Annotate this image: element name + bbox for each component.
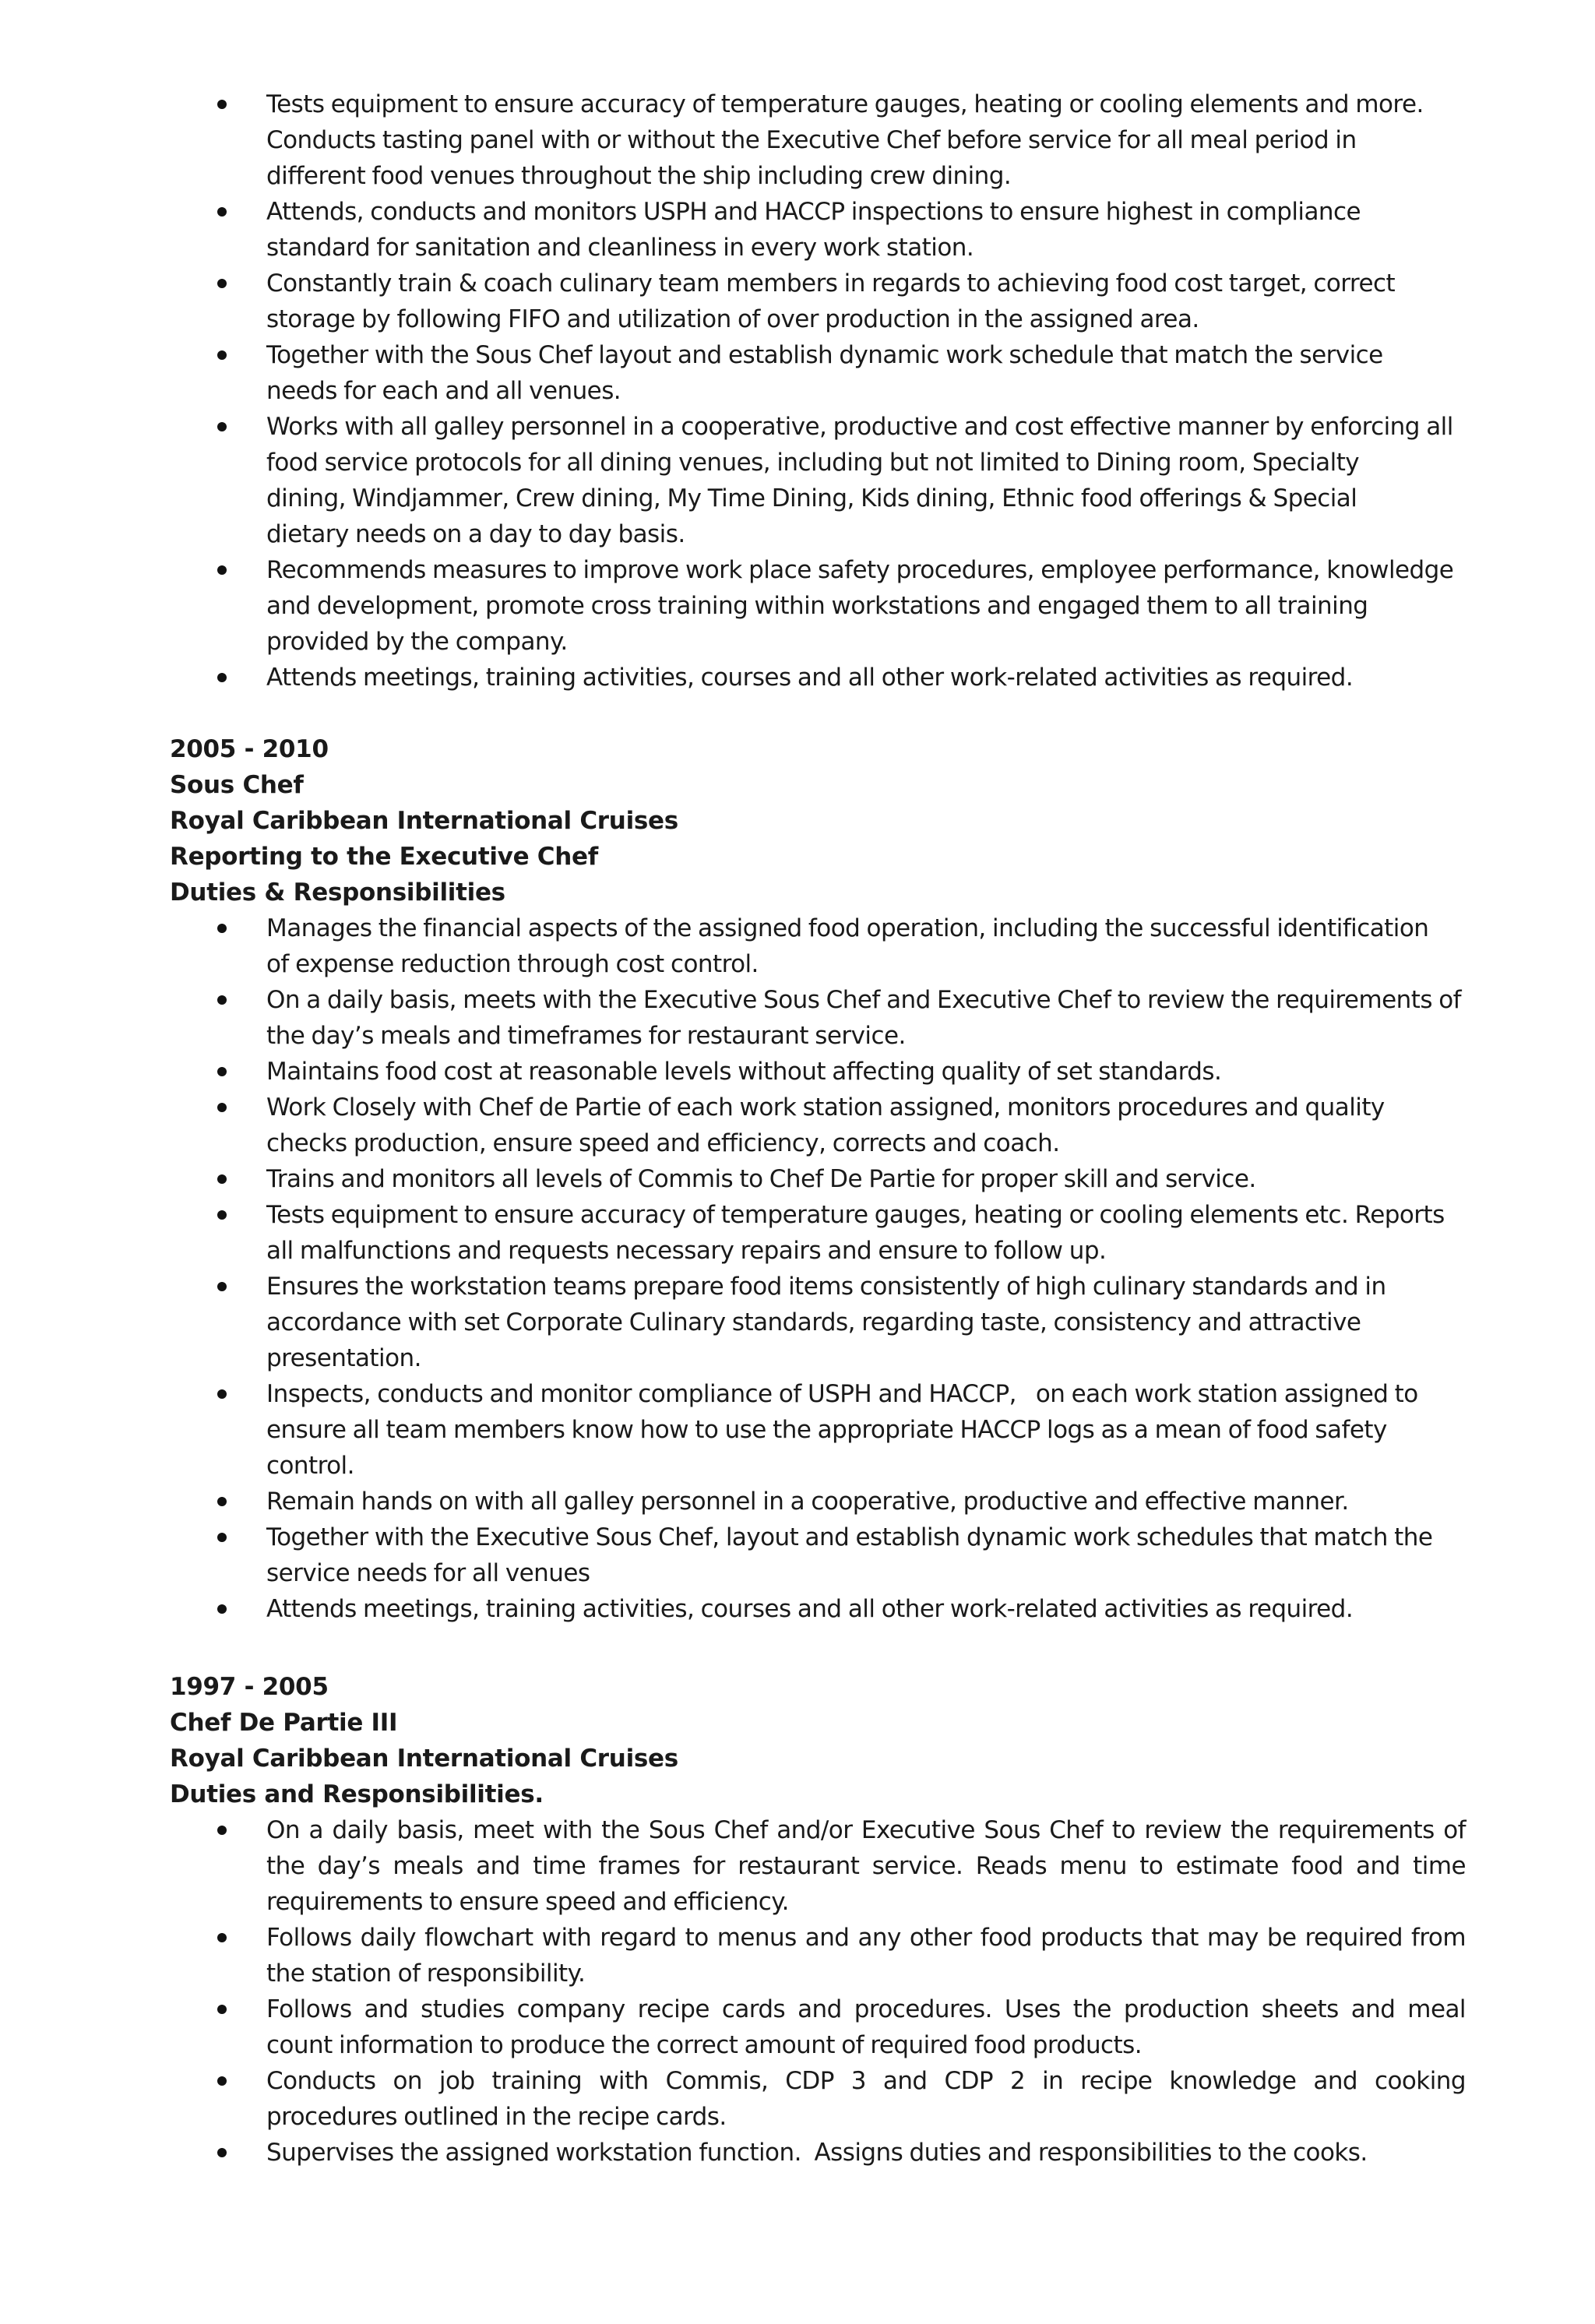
bullet-text xyxy=(266,1519,1466,1591)
bullet-text xyxy=(266,2135,1466,2171)
text-line: Conducts on job training with Commis, CDP 3 and CDP 2 in recipe knowledge and cooking xyxy=(266,2067,1466,2095)
job-title: Chef De Partie III xyxy=(170,1709,398,1737)
bullet-text xyxy=(266,2063,1466,2135)
text-line: of expense reduction through cost control. xyxy=(266,950,759,978)
text-line: Attends, conducts and monitors USPH and HACCP inspections to ensure highest in compliance xyxy=(266,198,1361,226)
text-line: Ensures the workstation teams prepare food items consistently of high culinary standards and in xyxy=(266,1273,1386,1301)
bullet-icon xyxy=(217,350,227,360)
bullet-text xyxy=(266,266,1466,337)
bullet-icon xyxy=(217,1497,227,1506)
text-line: and development, promote cross training within workstations and engaged them to all training xyxy=(266,592,1368,620)
text-line: Work Closely with Chef de Partie of each work station assigned, monitors procedures and quality xyxy=(266,1093,1385,1122)
bullet-text xyxy=(266,1197,1466,1269)
text-line: dining, Windjammer, Crew dining, My Time Dining, Kids dining, Ethnic food offerings & Special xyxy=(266,484,1357,512)
text-line: Attends meetings, training activities, courses and all other work-related activities as required. xyxy=(266,1595,1354,1623)
text-line: Recommends measures to improve work place safety procedures, employee performance, knowledge xyxy=(266,556,1454,584)
bullet-text xyxy=(266,982,1466,1054)
text-line: standard for sanitation and cleanliness in every work station. xyxy=(266,234,974,262)
bullet-icon xyxy=(217,279,227,288)
duties-heading: Duties and Responsibilities. xyxy=(170,1780,544,1808)
employment-period: 2005 - 2010 xyxy=(170,735,329,763)
bullet-text xyxy=(266,409,1466,552)
bullet-icon xyxy=(217,100,227,109)
bullet-icon xyxy=(217,422,227,431)
text-line: Follows and studies company recipe cards and procedures. Uses the production sheets and meal xyxy=(266,1995,1466,2023)
bullet-icon xyxy=(217,2148,227,2157)
bullet-icon xyxy=(217,565,227,575)
company-name: Royal Caribbean International Cruises xyxy=(170,1745,678,1773)
bullet-icon xyxy=(217,1604,227,1614)
text-line: Works with all galley personnel in a cooperative, productive and cost effective manner by enforcing all xyxy=(266,413,1453,441)
text-line: Conducts tasting panel with or without the Executive Chef before service for all meal period in xyxy=(266,126,1357,154)
job-title: Sous Chef xyxy=(170,771,304,799)
text-line: provided by the company. xyxy=(266,628,568,656)
text-line: Manages the financial aspects of the assigned food operation, including the successful identification xyxy=(266,914,1429,942)
bullet-icon xyxy=(217,995,227,1005)
bullet-text xyxy=(266,1161,1466,1197)
bullet-text xyxy=(266,337,1466,409)
reporting-line: Reporting to the Executive Chef xyxy=(170,843,598,871)
text-line: count information to produce the correct amount of required food products. xyxy=(266,2031,1143,2059)
bullet-text xyxy=(266,86,1466,194)
text-line: On a daily basis, meets with the Executive Sous Chef and Executive Chef to review the requirements of xyxy=(266,986,1462,1014)
bullet-text xyxy=(266,1269,1466,1376)
text-line: Inspects, conducts and monitor compliance of USPH and HACCP, on each work station assigned to xyxy=(266,1380,1418,1408)
text-line: checks production, ensure speed and efficiency, corrects and coach. xyxy=(266,1129,1060,1157)
text-line: dietary needs on a day to day basis. xyxy=(266,520,685,548)
text-line: the day’s meals and timeframes for restaurant service. xyxy=(266,1022,906,1050)
bullet-text xyxy=(266,1090,1466,1161)
bullet-icon xyxy=(217,673,227,682)
text-line: Remain hands on with all galley personnel in a cooperative, productive and effective manner. xyxy=(266,1488,1349,1516)
bullet-icon xyxy=(217,1933,227,1942)
bullet-icon xyxy=(217,1103,227,1112)
text-line: needs for each and all venues. xyxy=(266,377,621,405)
text-line: the station of responsibility. xyxy=(266,1960,586,1988)
bullet-text xyxy=(266,910,1466,982)
bullet-text xyxy=(266,1812,1466,1920)
text-line: storage by following FIFO and utilization of over production in the assigned area. xyxy=(266,305,1199,333)
bullet-icon xyxy=(217,924,227,933)
duties-heading: Duties & Responsibilities xyxy=(170,879,505,907)
bullet-text xyxy=(266,552,1466,660)
text-line: all malfunctions and requests necessary repairs and ensure to follow up. xyxy=(266,1237,1107,1265)
text-line: the day’s meals and time frames for restaurant service. Reads menu to estimate food and time xyxy=(266,1852,1466,1880)
bullet-icon xyxy=(217,2005,227,2014)
text-line: Together with the Executive Sous Chef, layout and establish dynamic work schedules that match the xyxy=(266,1523,1433,1551)
bullet-icon xyxy=(217,2076,227,2086)
text-line: On a daily basis, meet with the Sous Chef and/or Executive Sous Chef to review the requirements of xyxy=(266,1816,1466,1844)
bullet-text xyxy=(266,1920,1466,1991)
text-line: Maintains food cost at reasonable levels without affecting quality of set standards. xyxy=(266,1058,1222,1086)
bullet-icon xyxy=(217,1174,227,1184)
text-line: accordance with set Corporate Culinary standards, regarding taste, consistency and attractive xyxy=(266,1308,1361,1336)
text-line: Trains and monitors all levels of Commis to Chef De Partie for proper skill and service. xyxy=(266,1165,1256,1193)
text-line: Attends meetings, training activities, courses and all other work-related activities as required. xyxy=(266,664,1354,692)
company-name: Royal Caribbean International Cruises xyxy=(170,807,678,835)
bullet-text xyxy=(266,1484,1466,1519)
bullet-icon xyxy=(217,1067,227,1076)
text-line: procedures outlined in the recipe cards. xyxy=(266,2103,727,2131)
bullet-icon xyxy=(217,1826,227,1835)
text-line: control. xyxy=(266,1452,354,1480)
text-line: presentation. xyxy=(266,1344,421,1372)
text-line: Supervises the assigned workstation function. Assigns duties and responsibilities to the cooks. xyxy=(266,2139,1368,2167)
bullet-text xyxy=(266,1376,1466,1484)
text-line: Constantly train & coach culinary team members in regards to achieving food cost target, correct xyxy=(266,269,1396,298)
bullet-text xyxy=(266,1054,1466,1090)
text-line: Tests equipment to ensure accuracy of temperature gauges, heating or cooling elements and more. xyxy=(266,90,1424,118)
bullet-icon xyxy=(217,207,227,217)
bullet-icon xyxy=(217,1282,227,1291)
bullet-icon xyxy=(217,1389,227,1399)
bullet-text xyxy=(266,1991,1466,2063)
employment-period: 1997 - 2005 xyxy=(170,1673,329,1701)
bullet-icon xyxy=(217,1210,227,1220)
text-line: ensure all team members know how to use the appropriate HACCP logs as a mean of food safety xyxy=(266,1416,1387,1444)
bullet-text xyxy=(266,660,1466,695)
text-line: Follows daily flowchart with regard to menus and any other food products that may be required from xyxy=(266,1924,1466,1952)
text-line: service needs for all venues xyxy=(266,1559,590,1587)
text-line: Tests equipment to ensure accuracy of temperature gauges, heating or cooling elements etc. Reports xyxy=(266,1201,1445,1229)
bullet-text xyxy=(266,194,1466,266)
text-line: food service protocols for all dining venues, including but not limited to Dining room, Specialty xyxy=(266,449,1360,477)
bullet-icon xyxy=(217,1533,227,1542)
text-line: Together with the Sous Chef layout and establish dynamic work schedule that match the service xyxy=(266,341,1383,369)
bullet-text xyxy=(266,1591,1466,1627)
text-line: requirements to ensure speed and efficiency. xyxy=(266,1888,789,1916)
text-line: different food venues throughout the ship including crew dining. xyxy=(266,162,1012,190)
